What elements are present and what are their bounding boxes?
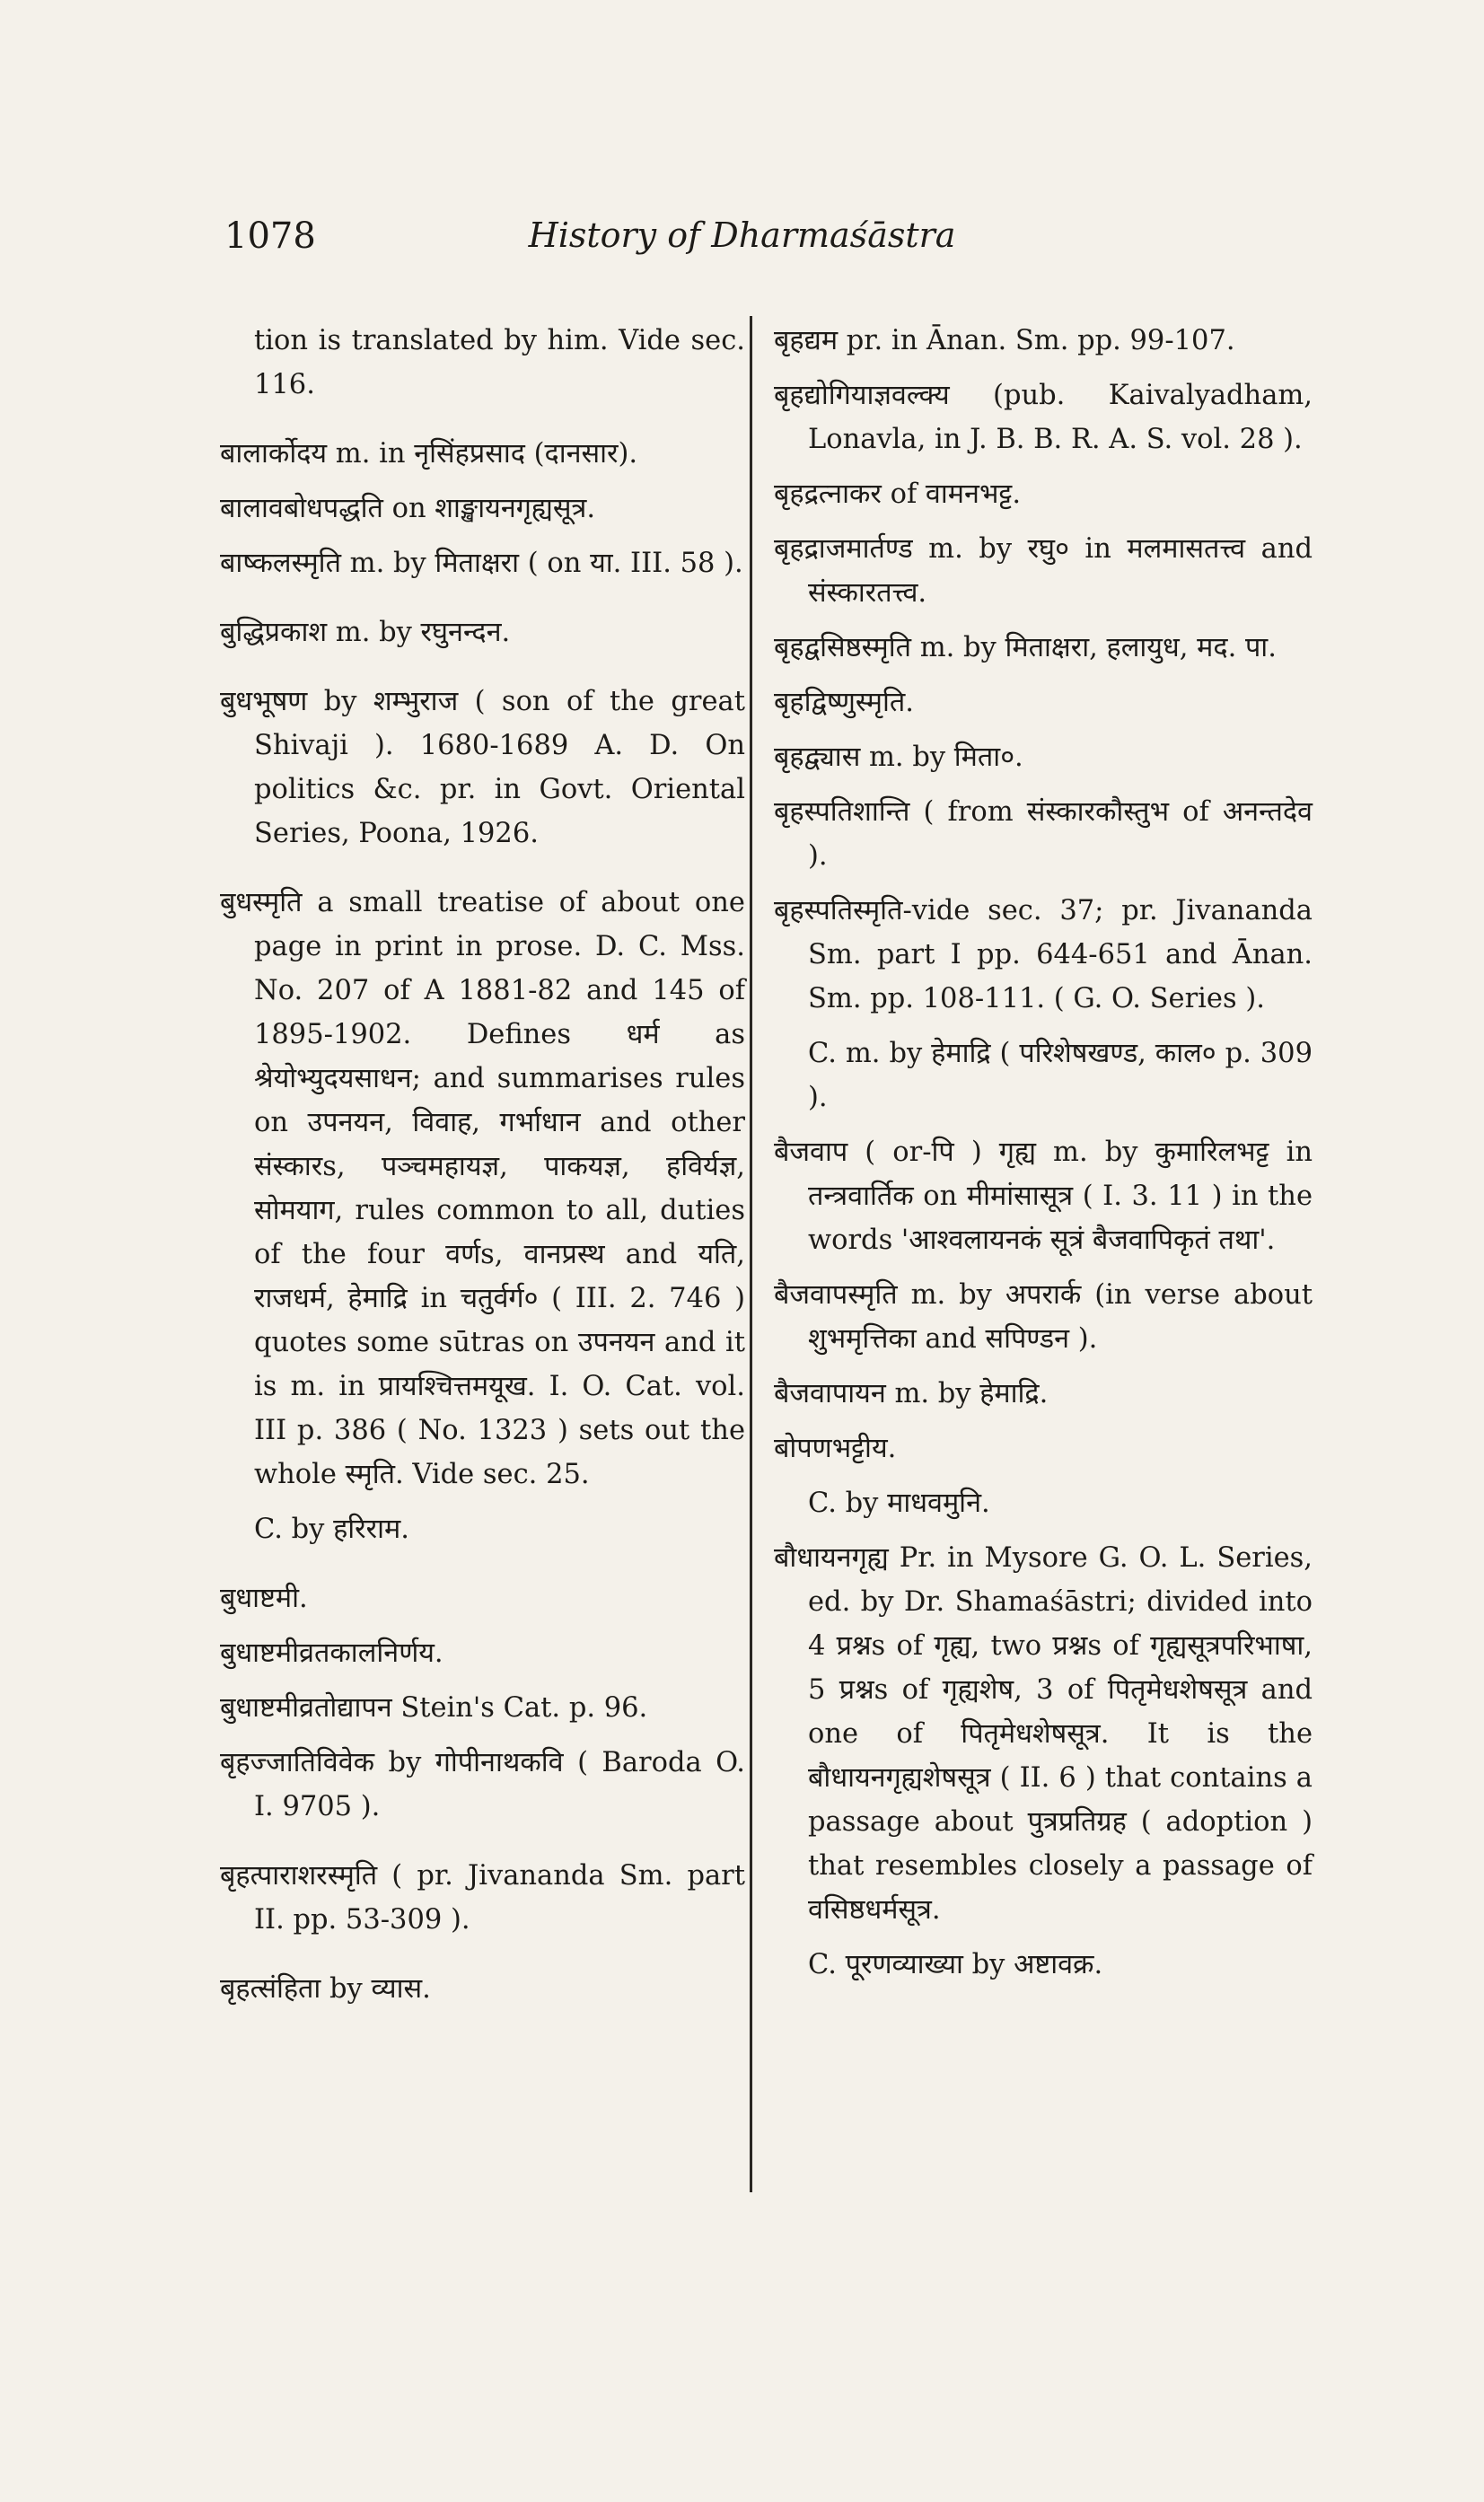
column-divider	[750, 316, 752, 2192]
entry: बुधभूषण by शम्भुराज ( son of the great Shivaji ). 1680-1689 A. D. On politics &c. pr. in Govt. Oriental Series, Poona, 1926.	[220, 686, 745, 849]
entry: बृहद्यम pr. in Ānan. Sm. pp. 99-107.	[774, 325, 1235, 356]
entry: बुधाष्टमी.	[220, 1583, 308, 1614]
entry: C. by हरिराम.	[254, 1514, 409, 1545]
entry: बृहद्विष्णुस्मृति.	[774, 687, 915, 718]
entry: बैजवापस्मृति m. by अपरार्क (in verse about शुभमृत्तिका and सपिण्डन ).	[774, 1279, 1313, 1355]
entry: बृहस्पतिस्मृति-vide sec. 37; pr. Jivananda Sm. part I pp. 644-651 and Ānan. Sm. pp. 108-111. ( G. O. Series ).	[774, 895, 1313, 1014]
entry: बुधस्मृति a small treatise of about one page in print in prose. D. C. Mss. No. 207 of A 1881-82 and 145 of 1895-1902. Defines धर्म as श्रेयोभ्युदयसाधन; and summarises rules on उपनयन, विवाह, गर्भाधान and other संस्कारs, पञ्चमहायज्ञ, पाकयज्ञ, हविर्यज्ञ, सोमयाग, rules common to all, duties of the four वर्णs, वानप्रस्थ and यति, राजधर्म, हेमाद्रि in चतुर्वर्ग० ( III. 2. 746 ) quotes some sūtras on उपनयन and it is m. in प्रायश्चित्तमयूख. I. O. Cat. vol. III p. 386 ( No. 1323 ) sets out the whole स्मृति. Vide sec. 25.	[220, 887, 745, 1490]
entry: C. पूरणव्याख्या by अष्टावक्र.	[808, 1949, 1103, 1980]
entry: C. by माधवमुनि.	[808, 1488, 990, 1519]
right-column	[774, 319, 1313, 1997]
entry: बृहत्पाराशरस्मृति ( pr. Jivananda Sm. part II. pp. 53-309 ).	[220, 1860, 745, 1936]
entry: बुधाष्टमीव्रतोद्यापन Stein's Cat. p. 96.	[220, 1692, 648, 1724]
entry: बृहद्व्यास m. by मिता०.	[774, 742, 1023, 773]
entry: बैजवाप ( or-पि ) गृह्य m. by कुमारिलभट्ट in तन्त्रवार्तिक on मीमांसासूत्र ( I. 3. 11 ) in the words 'आश्वलायनकं सूत्रं बैजवापिकृतं तथा'.	[774, 1137, 1313, 1256]
running-title: History of Dharmaśāstra	[528, 215, 956, 255]
entry: बोपणभट्टीय.	[774, 1433, 897, 1464]
entry: बृहद्रत्नाकर of वामनभट्ट.	[774, 478, 1022, 510]
entry: बृहत्संहिता by व्यास.	[220, 1973, 431, 2005]
entry: बालावबोधपद्धति on शाङ्खायनगृह्यसूत्र.	[220, 493, 596, 524]
left-column	[220, 319, 745, 2022]
entry: बाष्कलस्मृति m. by मिताक्षरा ( on या. III. 58 ).	[220, 548, 743, 579]
entry: बुद्धिप्रकाश m. by रघुनन्दन.	[220, 617, 511, 648]
page-number: 1078	[224, 215, 316, 257]
entry: बुधाष्टमीव्रतकालनिर्णय.	[220, 1637, 443, 1669]
entry: बृहद्वसिष्ठस्मृति m. by मिताक्षरा, हलायुध, मद. पा.	[774, 632, 1277, 663]
entry: C. m. by हेमाद्रि ( परिशेषखण्ड, काल० p. 309 ).	[808, 1038, 1313, 1113]
entry: बालार्कोदय m. in नृसिंहप्रसाद (दानसार).	[220, 438, 638, 470]
entry: बृहस्पतिशान्ति ( from संस्कारकौस्तुभ of अनन्तदेव ).	[774, 796, 1313, 872]
entry: tion is translated by him. Vide sec. 116.	[254, 325, 745, 400]
entry: बृहद्राजमार्तण्ड m. by रघु० in मलमासतत्त्व and संस्कारतत्त्व.	[774, 533, 1313, 609]
entry: बृहद्योगियाज्ञवल्क्य (pub. Kaivalyadham, Lonavla, in J. B. B. R. A. S. vol. 28 ).	[774, 380, 1313, 455]
entry: बैजवापायन m. by हेमाद्रि.	[774, 1378, 1049, 1409]
entry: बृहज्जातिविवेक by गोपीनाथकवि ( Baroda O. I. 9705 ).	[220, 1747, 745, 1822]
entry: बौधायनगृह्य Pr. in Mysore G. O. L. Series, ed. by Dr. Shamaśāstri; divided into 4 प्रश्नs of गृह्य, two प्रश्नs of गृह्यसूत्रपरिभाषा, 5 प्रश्नs of गृह्यशेष, 3 of पितृमेधशेषसूत्र and one of पितृमेधशेषसूत्र. It is the बौधायनगृह्यशेषसूत्र ( II. 6 ) that contains a passage about पुत्रप्रतिग्रह ( adoption ) that resembles closely a passage of वसिष्ठधर्मसूत्र.	[774, 1542, 1313, 1926]
page-header	[0, 215, 1484, 269]
